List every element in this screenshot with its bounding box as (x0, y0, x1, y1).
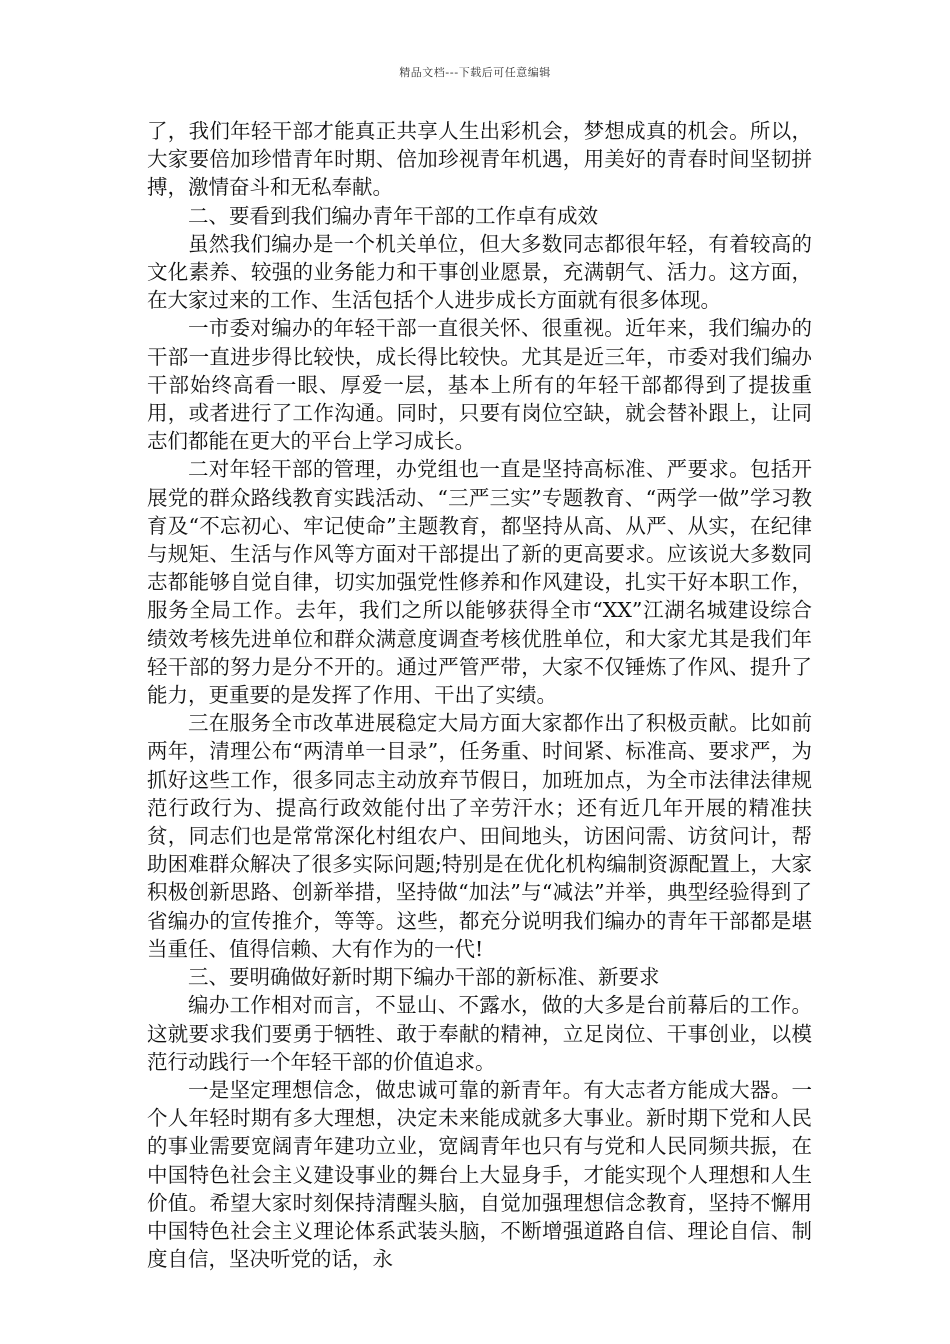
paragraph: 三在服务全市改革进展稳定大局方面大家都作出了积极贡献。比如前两年，清理公布“两清单一目录”，任务重、时间紧、标准高、要求严，为抓好这些工作，很多同志主动放弃节假日，加班加点，为全市法律法律规范行政行为、提高行政效能付出了辛劳汗水；还有近几年开展的精准扶贫，同志们也是常常深化村组农户、田间地头，访困问需、访贫问计，帮助困难群众解决了很多实际问题;特别是在优化机构编制资源配置上，大家积极创新思路、创新举措，坚持做“加法”与“减法”并举，典型经验得到了省编办的宣传推介，等等。这些，都充分说明我们编办的青年干部都是堪当重任、值得信赖、大有作为的一代! (147, 711, 812, 961)
paragraph: 一是坚定理想信念，做忠诚可靠的新青年。有大志者方能成大器。一个人年轻时期有多大理想，决定未来能成就多大事业。新时期下党和人民的事业需要宽阔青年建功立业，宽阔青年也只有与党和人民同频共振，在中国特色社会主义建设事业的舞台上大显身手，才能实现个人理想和人生价值。希望大家时刻保持清醒头脑，自觉加强理想信念教育，坚持不懈用中国特色社会主义理论体系武装头脑，不断增强道路自信、理论自信、制度自信，坚决听党的话，永 (147, 1077, 812, 1272)
document-body (147, 117, 812, 1273)
page-header: 精品文档---下载后可任意编辑 (399, 66, 551, 79)
section-heading: 二、要看到我们编办青年干部的工作卓有成效 (188, 203, 598, 228)
section-heading: 三、要明确做好新时期下编办干部的新标准、新要求 (188, 965, 660, 990)
paragraph: 一市委对编办的年轻干部一直很关怀、很重视。近年来，我们编办的干部一直进步得比较快，成长得比较快。尤其是近三年，市委对我们编办干部始终高看一眼、厚爱一层，基本上所有的年轻干部都得到了提拔重用，或者进行了工作沟通。同时，只要有岗位空缺，就会替补跟上，让同志们都能在更大的平台上学习成长。 (147, 316, 812, 454)
paragraph: 二对年轻干部的管理，办党组也一直是坚持高标准、严要求。包括开展党的群众路线教育实践活动、“三严三实”专题教育、“两学一做”学习教育及“不忘初心、牢记使命”主题教育，都坚持从高、从严、从实，在纪律与规矩、生活与作风等方面对干部提出了新的更高要求。应该说大多数同志都能够自觉自律，切实加强党性修养和作风建设，扎实干好本职工作，服务全局工作。去年，我们之所以能够获得全市“XX”江湖名城建设综合绩效考核先进单位和群众满意度调查考核优胜单位，和大家尤其是我们年轻干部的努力是分不开的。通过严管严带，大家不仅锤炼了作风、提升了能力，更重要的是发挥了作用、干出了实绩。 (147, 457, 812, 708)
paragraph: 编办工作相对而言，不显山、不露水，做的大多是台前幕后的工作。这就要求我们要勇于牺牲、敢于奉献的精神，立足岗位、干事创业，以模范行动践行一个年轻干部的价值追求。 (147, 993, 812, 1074)
paragraph: 了，我们年轻干部才能真正共享人生出彩机会，梦想成真的机会。所以，大家要倍加珍惜青年时期、倍加珍视青年机遇，用美好的青春时间坚韧拼搏，激情奋斗和无私奉献。 (147, 119, 812, 200)
paragraph: 虽然我们编办是一个机关单位，但大多数同志都很年轻，有着较高的文化素养、较强的业务能力和干事创业愿景，充满朝气、活力。这方面，在大家过来的工作、生活包括个人进步成长方面就有很多体现。 (147, 231, 812, 313)
